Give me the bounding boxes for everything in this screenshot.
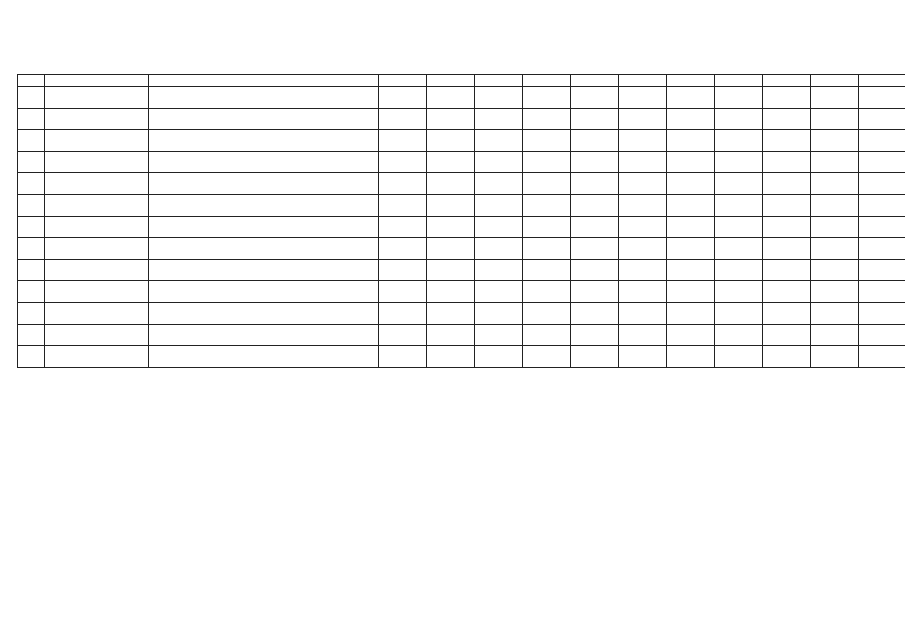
col12-cell — [763, 324, 811, 346]
col13-cell — [811, 216, 859, 238]
col12-cell — [763, 216, 811, 238]
col13-cell — [811, 346, 859, 368]
address-cell — [149, 108, 379, 130]
row-number — [18, 108, 45, 130]
col6-cell — [475, 173, 523, 195]
col11-cell — [715, 173, 763, 195]
col11-cell — [715, 238, 763, 260]
col12-cell — [763, 130, 811, 152]
col14-cell — [859, 130, 905, 152]
address-cell — [149, 259, 379, 281]
col5-cell — [427, 346, 475, 368]
col6-cell — [475, 87, 523, 109]
col12-cell — [763, 238, 811, 260]
col11-cell — [715, 324, 763, 346]
column-header-10 — [667, 75, 715, 87]
address-cell — [149, 216, 379, 238]
district-cell — [45, 346, 149, 368]
col8-cell — [571, 281, 619, 303]
col6-cell — [475, 238, 523, 260]
col9-cell — [619, 324, 667, 346]
col6-cell — [475, 324, 523, 346]
year-cell — [379, 130, 427, 152]
col14-cell — [859, 302, 905, 324]
col8-cell — [571, 151, 619, 173]
row-number — [18, 130, 45, 152]
col5-cell — [427, 324, 475, 346]
column-header-8 — [571, 75, 619, 87]
col6-cell — [475, 151, 523, 173]
col10-cell — [667, 281, 715, 303]
col5-cell — [427, 151, 475, 173]
district-cell — [45, 108, 149, 130]
col8-cell — [571, 238, 619, 260]
col9-cell — [619, 108, 667, 130]
year-cell — [379, 194, 427, 216]
address-cell — [149, 87, 379, 109]
column-header-12 — [763, 75, 811, 87]
col7-cell — [523, 238, 571, 260]
col9-cell — [619, 87, 667, 109]
col14-cell — [859, 108, 905, 130]
col10-cell — [667, 324, 715, 346]
col14-cell — [859, 346, 905, 368]
row-number — [18, 346, 45, 368]
col5-cell — [427, 281, 475, 303]
col9-cell — [619, 194, 667, 216]
col8-cell — [571, 324, 619, 346]
address-cell — [149, 151, 379, 173]
column-header-5 — [427, 75, 475, 87]
col12-cell — [763, 173, 811, 195]
col13-cell — [811, 108, 859, 130]
year-cell — [379, 238, 427, 260]
row-number — [18, 151, 45, 173]
col13-cell — [811, 151, 859, 173]
column-header-6 — [475, 75, 523, 87]
table-row — [18, 238, 905, 260]
col7-cell — [523, 151, 571, 173]
col7-cell — [523, 324, 571, 346]
year-cell — [379, 151, 427, 173]
col6-cell — [475, 194, 523, 216]
district-cell — [45, 302, 149, 324]
table-row — [18, 281, 905, 303]
col5-cell — [427, 108, 475, 130]
col10-cell — [667, 173, 715, 195]
year-cell — [379, 281, 427, 303]
district-cell — [45, 151, 149, 173]
col5-cell — [427, 130, 475, 152]
table-row — [18, 108, 905, 130]
table-row — [18, 87, 905, 109]
data-table — [17, 74, 905, 368]
col8-cell — [571, 87, 619, 109]
col13-cell — [811, 302, 859, 324]
district-cell — [45, 87, 149, 109]
col10-cell — [667, 216, 715, 238]
col6-cell — [475, 302, 523, 324]
col10-cell — [667, 259, 715, 281]
col10-cell — [667, 130, 715, 152]
column-header-7 — [523, 75, 571, 87]
district-cell — [45, 130, 149, 152]
district-cell — [45, 259, 149, 281]
address-cell — [149, 281, 379, 303]
column-header-3 — [149, 75, 379, 87]
col11-cell — [715, 259, 763, 281]
col14-cell — [859, 281, 905, 303]
year-cell — [379, 346, 427, 368]
address-cell — [149, 173, 379, 195]
col11-cell — [715, 346, 763, 368]
col11-cell — [715, 87, 763, 109]
col11-cell — [715, 108, 763, 130]
address-cell — [149, 302, 379, 324]
col9-cell — [619, 151, 667, 173]
table-row — [18, 346, 905, 368]
district-cell — [45, 194, 149, 216]
col10-cell — [667, 238, 715, 260]
year-cell — [379, 87, 427, 109]
row-number — [18, 216, 45, 238]
district-cell — [45, 324, 149, 346]
column-header-13 — [811, 75, 859, 87]
col9-cell — [619, 281, 667, 303]
col12-cell — [763, 346, 811, 368]
table-row — [18, 194, 905, 216]
col10-cell — [667, 151, 715, 173]
year-cell — [379, 302, 427, 324]
header-row — [18, 75, 905, 87]
col14-cell — [859, 324, 905, 346]
year-cell — [379, 108, 427, 130]
col12-cell — [763, 259, 811, 281]
column-header-2 — [45, 75, 149, 87]
col14-cell — [859, 259, 905, 281]
table-row — [18, 324, 905, 346]
col11-cell — [715, 130, 763, 152]
col7-cell — [523, 216, 571, 238]
col14-cell — [859, 216, 905, 238]
table-row — [18, 216, 905, 238]
col11-cell — [715, 302, 763, 324]
col7-cell — [523, 194, 571, 216]
col14-cell — [859, 238, 905, 260]
col6-cell — [475, 216, 523, 238]
col7-cell — [523, 302, 571, 324]
col11-cell — [715, 216, 763, 238]
address-cell — [149, 194, 379, 216]
col12-cell — [763, 87, 811, 109]
col14-cell — [859, 151, 905, 173]
col6-cell — [475, 346, 523, 368]
col5-cell — [427, 302, 475, 324]
year-cell — [379, 259, 427, 281]
col5-cell — [427, 87, 475, 109]
col10-cell — [667, 346, 715, 368]
row-number — [18, 281, 45, 303]
col7-cell — [523, 173, 571, 195]
col12-cell — [763, 108, 811, 130]
address-cell — [149, 238, 379, 260]
col9-cell — [619, 216, 667, 238]
col8-cell — [571, 130, 619, 152]
col9-cell — [619, 302, 667, 324]
col7-cell — [523, 130, 571, 152]
col13-cell — [811, 173, 859, 195]
row-number — [18, 87, 45, 109]
col8-cell — [571, 216, 619, 238]
col5-cell — [427, 238, 475, 260]
column-header-9 — [619, 75, 667, 87]
row-number — [18, 173, 45, 195]
col7-cell — [523, 346, 571, 368]
col7-cell — [523, 259, 571, 281]
column-header-11 — [715, 75, 763, 87]
col5-cell — [427, 194, 475, 216]
col13-cell — [811, 238, 859, 260]
col10-cell — [667, 108, 715, 130]
column-header-14 — [859, 75, 905, 87]
district-cell — [45, 238, 149, 260]
col9-cell — [619, 259, 667, 281]
col7-cell — [523, 108, 571, 130]
col7-cell — [523, 281, 571, 303]
col6-cell — [475, 281, 523, 303]
row-number — [18, 259, 45, 281]
address-cell — [149, 130, 379, 152]
col11-cell — [715, 194, 763, 216]
col11-cell — [715, 151, 763, 173]
col12-cell — [763, 281, 811, 303]
year-cell — [379, 216, 427, 238]
col8-cell — [571, 346, 619, 368]
col12-cell — [763, 194, 811, 216]
column-header-4 — [379, 75, 427, 87]
col14-cell — [859, 194, 905, 216]
col13-cell — [811, 281, 859, 303]
col8-cell — [571, 108, 619, 130]
col6-cell — [475, 259, 523, 281]
col5-cell — [427, 173, 475, 195]
col13-cell — [811, 130, 859, 152]
col13-cell — [811, 87, 859, 109]
col6-cell — [475, 108, 523, 130]
row-number — [18, 324, 45, 346]
col10-cell — [667, 194, 715, 216]
year-cell — [379, 173, 427, 195]
col10-cell — [667, 302, 715, 324]
col5-cell — [427, 216, 475, 238]
col14-cell — [859, 173, 905, 195]
col12-cell — [763, 151, 811, 173]
district-cell — [45, 216, 149, 238]
address-cell — [149, 324, 379, 346]
row-number — [18, 238, 45, 260]
col7-cell — [523, 87, 571, 109]
col10-cell — [667, 87, 715, 109]
district-cell — [45, 281, 149, 303]
row-number — [18, 194, 45, 216]
table-row — [18, 259, 905, 281]
col5-cell — [427, 259, 475, 281]
col9-cell — [619, 130, 667, 152]
col12-cell — [763, 302, 811, 324]
col11-cell — [715, 281, 763, 303]
table-row — [18, 173, 905, 195]
col13-cell — [811, 259, 859, 281]
table-row — [18, 302, 905, 324]
col8-cell — [571, 194, 619, 216]
col8-cell — [571, 259, 619, 281]
col13-cell — [811, 194, 859, 216]
col13-cell — [811, 324, 859, 346]
col9-cell — [619, 173, 667, 195]
col14-cell — [859, 87, 905, 109]
table-row — [18, 130, 905, 152]
year-cell — [379, 324, 427, 346]
col9-cell — [619, 346, 667, 368]
col9-cell — [619, 238, 667, 260]
column-header-1 — [18, 75, 45, 87]
col6-cell — [475, 130, 523, 152]
district-cell — [45, 173, 149, 195]
address-cell — [149, 346, 379, 368]
row-number — [18, 302, 45, 324]
table-row — [18, 151, 905, 173]
col8-cell — [571, 302, 619, 324]
col8-cell — [571, 173, 619, 195]
